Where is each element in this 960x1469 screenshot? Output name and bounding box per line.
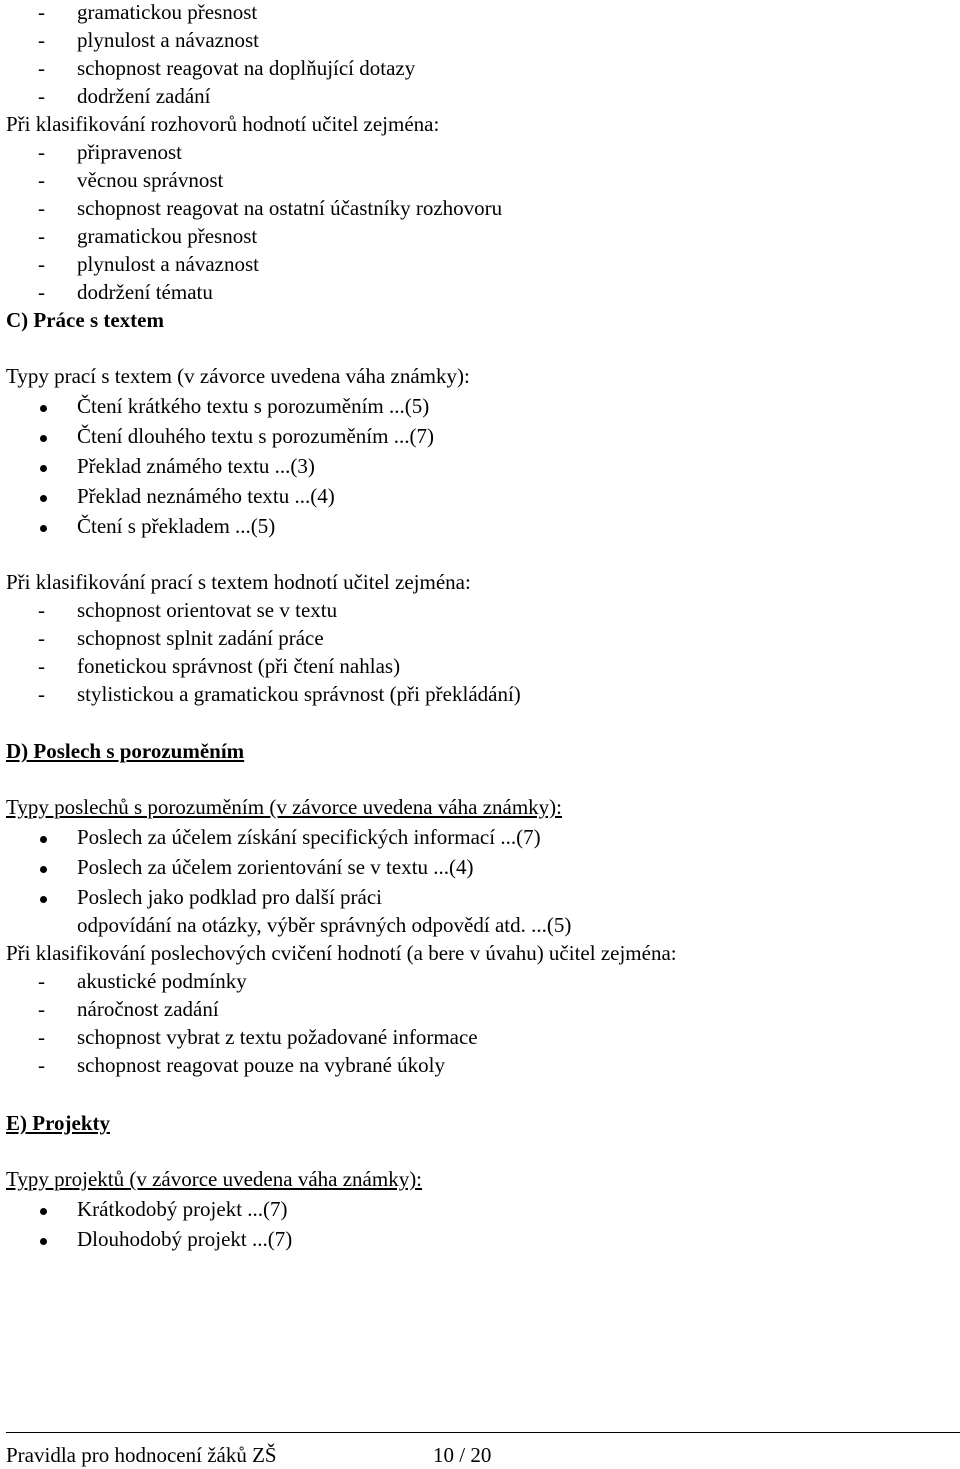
bullet-icon bbox=[40, 866, 47, 873]
rozhovory-item: - věcnou správnost bbox=[38, 168, 224, 192]
section-c-criterion: - schopnost orientovat se v textu bbox=[38, 598, 338, 622]
bullet-icon bbox=[40, 435, 47, 442]
section-d-criterion: - schopnost vybrat z textu požadované informace bbox=[38, 1025, 478, 1049]
section-c-types-heading: Typy prací s textem (v závorce uvedena váha známky): bbox=[6, 364, 470, 388]
section-d-criterion: - akustické podmínky bbox=[38, 969, 247, 993]
footer-divider bbox=[6, 1432, 960, 1433]
bullet-icon bbox=[40, 465, 47, 472]
section-c-criteria-heading: Při klasifikování prací s textem hodnotí učitel zejména: bbox=[6, 570, 471, 594]
page-number: 10 / 20 bbox=[433, 1443, 492, 1467]
section-d-criterion: - náročnost zadání bbox=[38, 997, 219, 1021]
bullet-icon bbox=[40, 836, 47, 843]
bullet-icon bbox=[40, 1238, 47, 1245]
rozhovory-item: - plynulost a návaznost bbox=[38, 252, 259, 276]
section-c-criterion: - fonetickou správnost (při čtení nahlas) bbox=[38, 654, 401, 678]
top-list-item: - dodržení zadání bbox=[38, 84, 211, 108]
bullet-icon bbox=[40, 1208, 47, 1215]
section-c-heading: C) Práce s textem bbox=[6, 308, 164, 332]
section-e-types-heading: Typy projektů (v závorce uvedena váha známky): bbox=[6, 1167, 423, 1191]
rozhovory-item: - dodržení tématu bbox=[38, 280, 213, 304]
bullet-icon bbox=[40, 405, 47, 412]
section-d-types-heading: Typy poslechů s porozuměním (v závorce uvedena váha známky): bbox=[6, 795, 562, 819]
section-d-criterion: - schopnost reagovat pouze na vybrané úkoly bbox=[38, 1053, 445, 1077]
top-list-item: - gramatickou přesnost bbox=[38, 0, 258, 24]
footer-title: Pravidla pro hodnocení žáků ZŠ bbox=[6, 1443, 277, 1467]
section-d-type-continuation: odpovídání na otázky, výběr správných odpovědí atd. ...(5) bbox=[77, 913, 572, 937]
section-d-criteria-heading: Při klasifikování poslechových cvičení hodnotí (a bere v úvahu) učitel zejména: bbox=[6, 941, 677, 965]
rozhovory-intro: Při klasifikování rozhovorů hodnotí učitel zejména: bbox=[6, 112, 440, 136]
rozhovory-item: - připravenost bbox=[38, 140, 182, 164]
bullet-icon bbox=[40, 896, 47, 903]
section-c-criterion: - stylistickou a gramatickou správnost (při překládání) bbox=[38, 682, 521, 706]
section-e-heading: E) Projekty bbox=[6, 1111, 111, 1135]
top-list-item: - plynulost a návaznost bbox=[38, 28, 259, 52]
section-c-criterion: - schopnost splnit zadání práce bbox=[38, 626, 324, 650]
rozhovory-item: - schopnost reagovat na ostatní účastníky rozhovoru bbox=[38, 196, 503, 220]
rozhovory-item: - gramatickou přesnost bbox=[38, 224, 258, 248]
bullet-icon bbox=[40, 495, 47, 502]
section-d-heading: D) Poslech s porozuměním bbox=[6, 739, 245, 763]
bullet-icon bbox=[40, 525, 47, 532]
top-list-item: - schopnost reagovat na doplňující dotazy bbox=[38, 56, 416, 80]
